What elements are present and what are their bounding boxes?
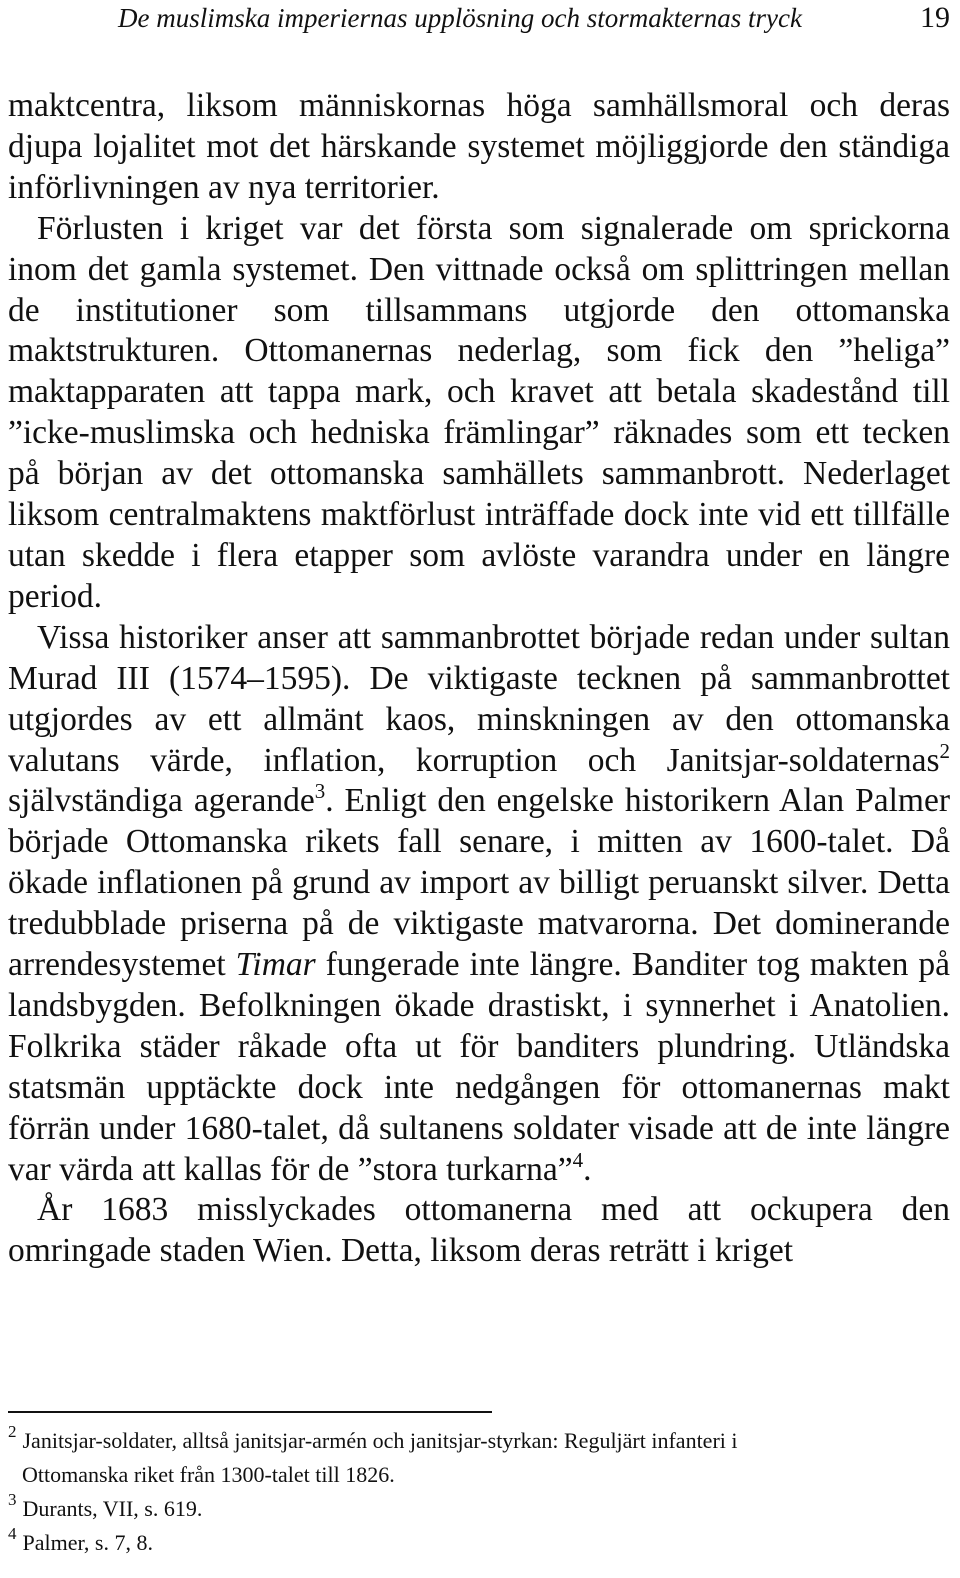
paragraph-3-text-d: fungerade inte längre. Banditer tog makten på landsbygden. Befolkningen ökade drastiskt, i synnerhet i Anatolien. Folkrika städer råkade ofta ut för banditers plundring. Utländska statsmän upptäckte dock inte nedgången för ottomanernas makt förrän under 1680-talet, då sultanens soldater visade att de inte längre var värda att kallas för de ”stora turkarna”: [8, 946, 950, 1188]
paragraph-3-text-a: Vissa historiker anser att sammanbrottet började redan under sultan Murad III (1574–1595). De viktigaste tecknen på sammanbrottet utgjordes av ett allmänt kaos, minskningen av den ottomanska valutans värde, inflation, korruption och Janitsjar-soldaternas: [8, 618, 950, 779]
italic-term: Timar: [235, 946, 316, 984]
paragraph-2: Förlusten i kriget var det första som signalerade om sprickorna inom det gamla systemet. Den vittnade också om splittringen mellan de institutioner som tillsammans utgjorde den ottomanska maktstrukturen. Ottomanernas nederlag, som fick den ”heliga” maktapparaten att tappa mark, och kravet att betala skadestånd till ”icke-muslimska och hedniska främlingar” räknades som ett tecken på början av det ottomanska samhällets sammanbrott. Nederlaget liksom centralmaktens maktförlust inträffade dock inte vid ett tillfälle utan skedde i flera etapper som avlöste varandra under en längre period.: [8, 209, 950, 615]
footnote-text: Durants, VII, s. 619.: [22, 1496, 203, 1521]
footnotes: [8, 1424, 950, 1560]
footnote-text: Janitsjar-soldater, alltså janitsjar-armén och janitsjar-styrkan: Reguljärt infanteri i: [22, 1428, 738, 1453]
footnote-ref-2[interactable]: 2: [939, 738, 950, 763]
paragraph-4: År 1683 misslyckades ottomanerna med att ockupera den omringade staden Wien. Detta, liksom deras reträtt i kriget: [8, 1191, 950, 1270]
footnote-ref-4[interactable]: 4: [572, 1147, 584, 1172]
footnote-text: Palmer, s. 7, 8.: [22, 1530, 153, 1555]
footnote-3: [8, 1492, 950, 1526]
body-text: [8, 86, 950, 1272]
footnote-ref-3[interactable]: 3: [314, 779, 326, 804]
page-header: [0, 0, 960, 40]
paragraph-3: [8, 618, 950, 1191]
footnote-text-continued: Ottomanska riket från 1300-talet till 1826.: [22, 1462, 395, 1487]
footnote-4: [8, 1526, 950, 1560]
paragraph-1: maktcentra, liksom människornas höga samhällsmoral och deras djupa lojalitet mot det härskande systemet möjliggjorde den ständiga införlivningen av nya territorier.: [8, 87, 950, 206]
footnote-2: [8, 1424, 950, 1492]
running-title: De muslimska imperiernas upplösning och stormakternas tryck: [118, 3, 802, 33]
page-number: 19: [920, 1, 950, 34]
footnote-number: 3: [8, 1490, 17, 1509]
footnote-number: 2: [8, 1422, 17, 1441]
paragraph-3-text-b: självständiga agerande: [8, 782, 315, 820]
footnote-divider: [8, 1411, 492, 1413]
paragraph-3-text-e: .: [583, 1150, 592, 1188]
paragraph-3-text-c: . Enligt den engelske historikern Alan Palmer började Ottomanska rikets fall senare, i mitten av 1600-talet. Då ökade inflationen på grund av import av billigt peruanskt silver. Detta tredubblade priserna på de viktigaste matvarorna. Det dominerande arrendesystemet: [8, 782, 950, 984]
footnote-number: 4: [8, 1524, 17, 1543]
